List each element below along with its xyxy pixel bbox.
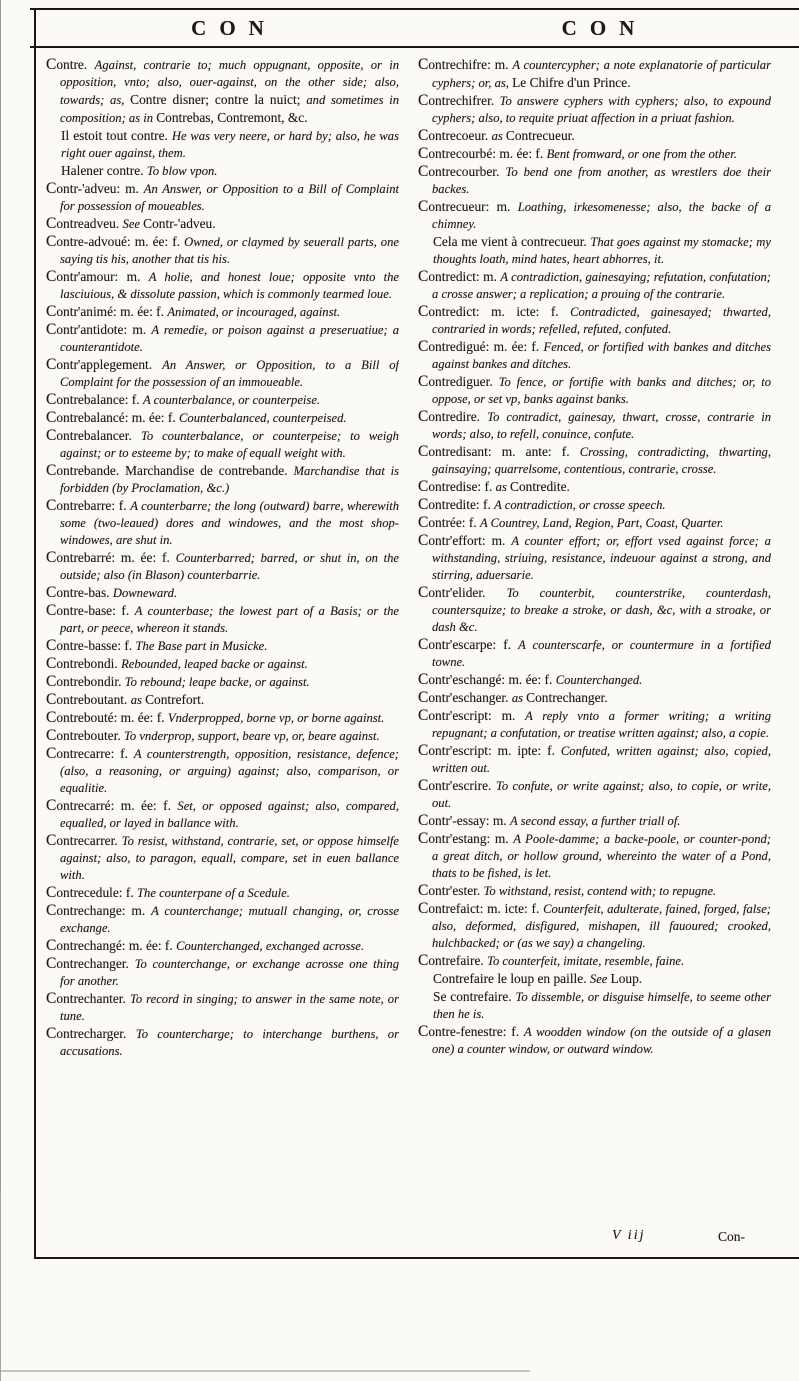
headword-text: Contrechanger.	[46, 955, 135, 972]
definition-text: To confute, or write against; also, to copie, or write, out.	[432, 779, 771, 810]
definition-text: To withstand, resist, contend with; to repugne.	[483, 884, 717, 898]
dictionary-entry	[46, 937, 399, 955]
definition-text: as	[130, 693, 146, 707]
headword-text: Contr'escript: m. ipte: f.	[418, 742, 561, 759]
definition-text: An Answer, or Opposition, to a Bill of Complaint for the possession of an immoueable.	[60, 358, 399, 389]
definition-text: A countercypher; a note explanatorie of particular cyphers; or, as,	[432, 58, 771, 90]
definition-text: To countercharge; to interchange burthens, or accusations.	[60, 1027, 399, 1058]
headword-text: Se contrefaire.	[433, 989, 516, 1004]
headword-text: Loup.	[610, 971, 643, 986]
headword-text: Contr'elider.	[418, 584, 507, 601]
dictionary-entry	[46, 427, 399, 462]
definition-text: A counter effort; or, effort vsed against force; a withstanding, striuing, resistance, indeuour against a strong, and stirring, aduersarie.	[432, 534, 771, 582]
definition-text: as	[511, 691, 527, 705]
headword-text: Contrechanter.	[46, 990, 131, 1007]
headword-text: Contrebondi.	[46, 655, 122, 672]
definition-text: A counterchange; mutuall changing, or, crosse exchange.	[60, 904, 399, 935]
dictionary-entry	[418, 689, 771, 707]
dictionary-entry	[46, 655, 399, 673]
headword-text: Contrebas, Contremont, &c.	[156, 110, 308, 125]
headword-text: Contredise: f.	[418, 478, 496, 495]
headword-text: Contr'escarpe: f.	[418, 636, 519, 653]
dictionary-entry	[46, 797, 399, 832]
headword-text: Contrecueur: m.	[418, 198, 518, 215]
definition-text: See	[122, 217, 144, 231]
dictionary-entry	[46, 832, 399, 884]
definition-text: Counterchanged, exchanged acrosse.	[176, 939, 364, 953]
dictionary-entry	[46, 1025, 399, 1060]
headword-text: Contrecourber.	[418, 163, 506, 180]
definition-text: A Poole-damme; a backe-poole, or counter-pond; a great ditch, or hollow ground, whereinto the water of a Pond, thats to be fished, is let.	[432, 832, 771, 880]
dictionary-entry	[418, 145, 771, 163]
definition-text: Confuted, written against; also, copied, written out.	[432, 744, 771, 775]
headword-text: Contrechifre: m.	[418, 56, 513, 73]
headword-text: Contredisant: m. ante: f.	[418, 443, 580, 460]
definition-text: A Countrey, Land, Region, Part, Coast, Quarter.	[480, 516, 724, 530]
sub-entry	[46, 127, 399, 162]
headword-text: Contr'ester.	[418, 882, 484, 899]
headword-text: Contrecarrer.	[46, 832, 122, 849]
headword-text: Contre-bas.	[46, 584, 113, 601]
dictionary-entry	[418, 584, 771, 636]
definition-text: as	[491, 129, 506, 143]
definition-text: The counterpane of a Scedule.	[137, 886, 290, 900]
dictionary-entry	[418, 443, 771, 478]
headword-text: Contr'animé: m. ée: f.	[46, 303, 168, 320]
definition-text: A contradiction, gainesaying; refutation, confutation; a crosse answer; a replication; a prouing of the contrarie.	[432, 270, 771, 301]
dictionary-entry	[46, 215, 399, 233]
definition-text: Downeward.	[112, 586, 178, 600]
dictionary-entry	[418, 707, 771, 742]
headword-text: Il estoit tout contre.	[61, 128, 172, 143]
dictionary-entry	[418, 532, 771, 584]
running-head-right: CON	[561, 16, 648, 40]
headword-text: Contrebouter.	[46, 727, 125, 744]
headword-text: Contredict: m. icte: f.	[418, 303, 571, 320]
dictionary-entry	[46, 955, 399, 990]
headword-text: Contr'amour: m.	[46, 268, 149, 285]
definition-text: A contradiction, or crosse speech.	[494, 498, 666, 512]
definition-text: and sometimes in composition; as in	[60, 93, 399, 125]
sub-entry	[418, 988, 771, 1023]
left-column	[46, 56, 399, 1252]
dictionary-entry	[46, 180, 399, 215]
dictionary-entry	[46, 497, 399, 549]
dictionary-entry	[46, 691, 399, 709]
definition-text: Crossing, contradicting, thwarting, gainsaying; quarrelsome, contentious, contrarie, crosse.	[432, 445, 771, 476]
dictionary-entry	[418, 777, 771, 812]
dictionary-entry	[418, 900, 771, 952]
dictionary-entry	[418, 671, 771, 689]
dictionary-entry	[46, 56, 399, 127]
headword-text: Contr'antidote: m.	[46, 321, 152, 338]
dictionary-entry	[418, 1023, 771, 1058]
dictionary-entry	[46, 549, 399, 584]
signature-mark: V iij	[612, 1228, 646, 1243]
headword-text: Contr'escrire.	[418, 777, 496, 794]
definition-text: A reply vnto a former writing; a writing repugnant; a confutation, or treatise written against; also, a copie.	[432, 709, 771, 740]
headword-text: Halener contre.	[61, 163, 147, 178]
headword-text: Le Chifre d'un Prince.	[512, 75, 631, 90]
dictionary-entry	[418, 952, 771, 970]
headword-text: Contrebalancer.	[46, 427, 141, 444]
headword-text: Contrecueur.	[505, 128, 575, 143]
left-page-border	[34, 8, 36, 1259]
left-page-border-shadow	[0, 0, 1, 1190]
definition-text: A remedie, or poison against a preseruatiue; a counterantidote.	[60, 323, 399, 354]
headword-text: Contrechanger.	[526, 690, 608, 705]
definition-text: A counterscarfe, or countermure in a fortified towne.	[432, 638, 771, 669]
headword-text: Contrebarre: f.	[46, 497, 131, 514]
headword-text: Contrecoeur.	[418, 127, 492, 144]
headword-text: Contr'applegement.	[46, 356, 163, 373]
definition-text: Vnderpropped, borne vp, or borne against.	[167, 711, 385, 725]
dictionary-entry	[46, 356, 399, 391]
headword-text: Contrediguer.	[418, 373, 499, 390]
dictionary-entry	[418, 478, 771, 496]
definition-text: To counterchange, or exchange acrosse one thing for another.	[60, 957, 399, 988]
definition-text: A second essay, a further triall of.	[509, 814, 681, 828]
headword-text: Contrecedule: f.	[46, 884, 138, 901]
dictionary-entry	[46, 637, 399, 655]
headword-text: Contre.	[46, 56, 95, 73]
definition-text: To rebound; leape backe, or against.	[124, 675, 310, 689]
dictionary-entry	[418, 268, 771, 303]
definition-text: Counterchanged.	[555, 673, 643, 687]
definition-text: A counterbase; the lowest part of a Basis; or the part, or peece, whereon it stands.	[60, 604, 399, 635]
headword-text: Contredire.	[418, 408, 488, 425]
definition-text: Owned, or claymed by seuerall parts, one saying tis his, another that tis his.	[60, 235, 399, 266]
definition-text: A counterbarre; the long (outward) barre, wherewith some (two-leaued) dores and windowes, and the most shop-windowes, are shut in.	[60, 499, 399, 547]
definition-text: To record in singing; to answer in the same note, or tune.	[60, 992, 399, 1023]
headword-text: Contredite: f.	[418, 496, 495, 513]
headword-text: Contre-advoué: m. ée: f.	[46, 233, 185, 250]
definition-text: Marchandise that is forbidden (by Proclamation, &c.)	[60, 464, 399, 495]
definition-text: Contradicted, gainesayed; thwarted, contraried in words; refelled, refuted, confuted.	[432, 305, 771, 336]
definition-text: To counterbit, counterstrike, counterdash, countersquize; to breake a stroke, or dash, &c, with a stroake, or dash &c.	[432, 586, 771, 634]
definition-text: To vnderprop, support, beare vp, or, beare against.	[124, 729, 380, 743]
definition-text: That goes against my stomacke; my thoughts loath, mind hates, heart abhorres, it.	[433, 235, 771, 266]
definition-text: A woodden window (on the outside of a glasen one) a counter window, or outward window.	[432, 1025, 771, 1056]
headword-text: Contr'eschanger.	[418, 689, 512, 706]
definition-text: Rebounded, leaped backe or against.	[121, 657, 308, 671]
headword-text: Contrechangé: m. ée: f.	[46, 937, 177, 954]
headword-text: Contreadveu.	[46, 215, 123, 232]
dictionary-entry	[418, 163, 771, 198]
dictionary-entry	[46, 409, 399, 427]
headword-text: Contrefaict: m. icte: f.	[418, 900, 544, 917]
top-rule	[30, 8, 799, 10]
dictionary-entry	[46, 321, 399, 356]
headword-text: Contrefort.	[145, 692, 205, 707]
page-bleed-line	[0, 1370, 530, 1372]
definition-text: Fenced, or fortified with bankes and ditches against bankes and ditches.	[432, 340, 771, 371]
dictionary-entry	[418, 198, 771, 233]
definition-text: He was very neere, or hard by; also, he was right ouer against, them.	[61, 129, 399, 160]
definition-text: To blow vpon.	[146, 164, 218, 178]
definition-text: The Base part in Musicke.	[135, 639, 268, 653]
headword-text: Contreboutant.	[46, 691, 131, 708]
definition-text: Counterfeit, adulterate, fained, forged, false; also, deformed, disfigured, mishapen, ill fauoured; crooked, hulchbacked; or (as we say) a changeling.	[432, 902, 771, 950]
catchword: Con-	[718, 1229, 745, 1244]
headword-text: Contredict: m.	[418, 268, 501, 285]
definition-text: Counterbarred; barred, or shut in, on the outside; also (in Blason) counterbarrie.	[60, 551, 399, 582]
headword-text: Contr'-essay: m.	[418, 812, 510, 829]
definition-text: To resist, withstand, contrarie, set, or oppose himselfe against; also, to paragon, equall, compare, set in euen ballance with.	[60, 834, 399, 882]
definition-text: To counterbalance, or counterpeise; to weigh against; or to esteeme by; to make of equall weight with.	[60, 429, 399, 460]
definition-text: An Answer, or Opposition to a Bill of Complaint for possession of moueables.	[60, 182, 399, 213]
headword-text: Contrebondir.	[46, 673, 125, 690]
headword-text: Contr'eschangé: m. ée: f.	[418, 671, 556, 688]
headword-text: Contre-fenestre: f.	[418, 1023, 524, 1040]
definition-text: A counterbalance, or counterpeise.	[142, 393, 321, 407]
headword-text: Contrechange: m.	[46, 902, 152, 919]
definition-text: To dissemble, or disguise himselfe, to seeme other then he is.	[433, 990, 771, 1021]
dictionary-entry	[418, 496, 771, 514]
dictionary-entry	[418, 514, 771, 532]
definition-text: Counterbalanced, counterpeised.	[179, 411, 347, 425]
sub-entry	[46, 162, 399, 180]
right-page-border	[0, 1190, 1, 1381]
headword-text: Contrebalancé: m. ée: f.	[46, 409, 180, 426]
dictionary-entry	[46, 303, 399, 321]
headword-text: Contrebande. Marchandise de contrebande.	[46, 462, 294, 479]
definition-text: To counterfeit, imitate, resemble, faine.	[487, 954, 685, 968]
headword-text: Contrebouté: m. ée: f.	[46, 709, 168, 726]
dictionary-entry	[418, 742, 771, 777]
dictionary-entry	[46, 673, 399, 691]
headword-text: Contre disner; contre la nuict;	[130, 92, 307, 107]
headword-text: Contrecarre: f.	[46, 745, 134, 762]
headword-text: Contrecourbé: m. ée: f.	[418, 145, 547, 162]
headword-text: Contredigué: m. ée: f.	[418, 338, 544, 355]
headword-text: Contre-base: f.	[46, 602, 135, 619]
definition-text: To answere cyphers with cyphers; also, to expound cyphers; also, to requite priuat affection in a priuat fashion.	[432, 94, 771, 125]
headword-text: Contr'effort: m.	[418, 532, 512, 549]
headword-text: Contre-basse: f.	[46, 637, 136, 654]
dictionary-entry	[418, 882, 771, 900]
running-head-left: CON	[191, 16, 277, 40]
dictionary-entry	[46, 709, 399, 727]
dictionary-entry	[46, 884, 399, 902]
dictionary-entry	[46, 990, 399, 1025]
headword-text: Contredite.	[510, 479, 570, 494]
dictionary-entry	[418, 338, 771, 373]
definition-text: Loathing, irkesomenesse; also, the backe of a chimney.	[432, 200, 771, 231]
dictionary-entry	[46, 727, 399, 745]
dictionary-entry	[418, 812, 771, 830]
headword-text: Contrefaire le loup en paille.	[433, 971, 590, 986]
dictionary-entry	[46, 391, 399, 409]
headword-text: Cela me vient à contrecueur.	[433, 234, 591, 249]
headword-text: Contrefaire.	[418, 952, 488, 969]
dictionary-entry	[46, 745, 399, 797]
sub-entry	[418, 970, 771, 988]
bottom-rule	[34, 1257, 799, 1259]
definition-text: A counterstrength, opposition, resistance, defence; (also, a reasoning, or arguing) against; also, comparison, or equalitie.	[60, 747, 399, 795]
definition-text: Bent fromward, or one from the other.	[546, 147, 737, 161]
definition-text: as	[495, 480, 511, 494]
header-rule	[30, 46, 799, 48]
headword-text: Contr'estang: m.	[418, 830, 514, 847]
dictionary-entry	[46, 268, 399, 303]
headword-text: Contrecharger.	[46, 1025, 136, 1042]
dictionary-entry	[418, 636, 771, 671]
sub-entry	[418, 233, 771, 268]
definition-text: Set, or opposed against; also, compared, equalled, or layed in ballance with.	[60, 799, 399, 830]
definition-text: See	[589, 972, 611, 986]
dictionary-entry	[46, 462, 399, 497]
headword-text: Contrechifrer.	[418, 92, 500, 109]
dictionary-entry	[418, 56, 771, 92]
headword-text: Contrecarré: m. ée: f.	[46, 797, 178, 814]
dictionary-entry	[46, 602, 399, 637]
dictionary-entry	[46, 902, 399, 937]
dictionary-entry	[418, 92, 771, 127]
right-column	[418, 56, 771, 1252]
headword-text: Contr-'adveu.	[143, 216, 216, 231]
definition-text: To bend one from another, as wrestlers doe their backes.	[432, 165, 771, 196]
definition-text: To contradict, gainesay, thwart, crosse, contrarie in words; also, to refell, conuince, confute.	[432, 410, 771, 441]
definition-text: Animated, or incouraged, against.	[167, 305, 341, 319]
dictionary-entry	[46, 584, 399, 602]
definition-text: A holie, and honest loue; opposite vnto the lasciuious, & dissolute passion, which is commonly tearmed loue.	[60, 270, 399, 301]
headword-text: Contrebalance: f.	[46, 391, 143, 408]
headword-text: Contrée: f.	[418, 514, 481, 531]
dictionary-entry	[418, 373, 771, 408]
dictionary-entry	[418, 127, 771, 145]
headword-text: Contrebarré: m. ée: f.	[46, 549, 176, 566]
dictionary-entry	[418, 830, 771, 882]
dictionary-entry	[46, 233, 399, 268]
definition-text: Against, contrarie to; much oppugnant, opposite, or in opposition, vnto; also, ouer-against, on the other side; also, towards; as,	[60, 58, 399, 107]
headword-text: Contr-'adveu: m.	[46, 180, 144, 197]
dictionary-entry	[418, 303, 771, 338]
headword-text: Contr'escript: m.	[418, 707, 526, 724]
definition-text: To fence, or fortifie with banks and ditches; or, to oppose, or set vp, banks against banks.	[432, 375, 771, 406]
dictionary-entry	[418, 408, 771, 443]
